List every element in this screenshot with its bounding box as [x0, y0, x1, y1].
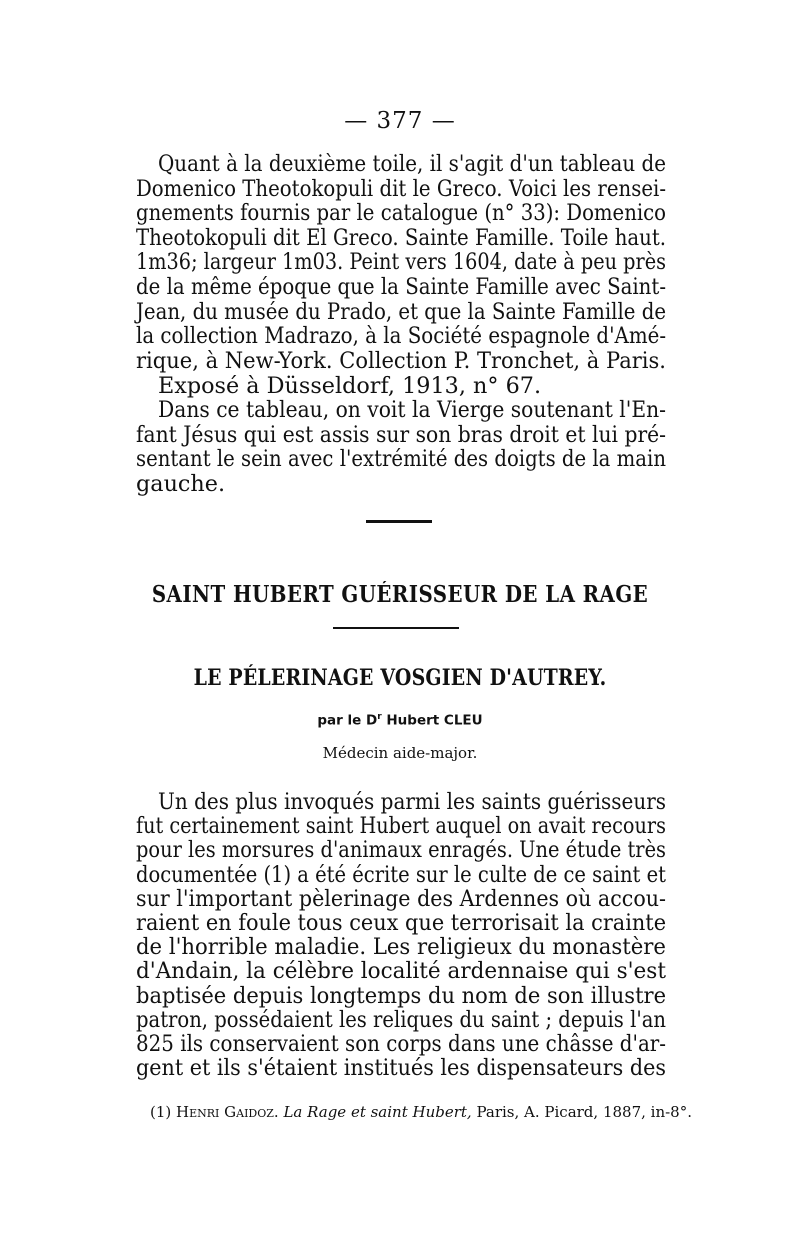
text-line: baptisée depuis longtemps du nom de son illustre — [136, 982, 667, 1009]
text-line: fut certainement saint Hubert auquel on avait recours — [136, 813, 666, 840]
paragraph-exhibition — [136, 374, 666, 399]
text-line: rique, à New-York. Collection P. Tronchet, à Paris. — [136, 347, 666, 374]
author-byline — [0, 712, 800, 729]
text-line: Exposé à Düsseldorf, 1913, n° 67. — [158, 373, 542, 399]
text-line: gauche. — [136, 470, 226, 497]
text-line: documentée (1) a été écrite sur le culte de ce saint et — [136, 861, 666, 888]
text-line: gent et ils s'étaient institués les dispensateurs des — [136, 1055, 666, 1082]
title-divider — [333, 627, 459, 629]
text-line: Dans ce tableau, on voit la Vierge soutenant l'En- — [158, 397, 666, 423]
text-line: Jean, du musée du Prado, et que la Sainte Famille de — [136, 298, 667, 325]
text-line: sentant le sein avec l'extrémité des doigts de la main — [136, 446, 666, 473]
text-line: Theotokopuli dit El Greco. Sainte Famille. Toile haut. — [136, 224, 667, 251]
text-line: Quant à la deuxième toile, il s'agit d'un tableau de — [158, 151, 667, 177]
article-title: SAINT HUBERT GUÉRISSEUR DE LA RAGE — [151, 581, 649, 608]
page-number: — 377 — — [344, 108, 456, 134]
text-line: raient en foule tous ceux que terrorisait la crainte — [136, 910, 667, 937]
section-divider — [366, 520, 432, 523]
text-line: gnements fournis par le catalogue (n° 33): Domenico — [136, 200, 667, 227]
text-line: d'Andain, la célèbre localité ardennaise qui s'est — [136, 958, 667, 985]
text-line: 1m36; largeur 1m03. Peint vers 1604, date à peu près — [136, 249, 667, 276]
footnote-author: Henri Gaidoz. — [176, 1103, 279, 1121]
footnote-title: La Rage et saint Hubert, — [278, 1103, 472, 1121]
byline-prefix: par le D — [317, 712, 378, 729]
text-line: fant Jésus qui est assis sur son bras droit et lui pré- — [136, 421, 667, 448]
paragraph-greco-painting — [136, 152, 666, 373]
text-line: pour les morsures d'animaux enragés. Une étude très — [136, 837, 667, 864]
paragraph-saint-hubert — [136, 790, 666, 1080]
byline-sup: r — [377, 712, 382, 722]
text-line: de l'horrible maladie. Les religieux du monastère — [136, 934, 666, 961]
text-line: patron, possédaient les reliques du saint ; depuis l'an — [136, 1006, 666, 1033]
footnote-number: (1) — [150, 1103, 177, 1121]
text-line: sur l'important pèlerinage des Ardennes où accou- — [136, 885, 666, 912]
text-line: la collection Madrazo, à la Société espagnole d'Amé- — [136, 323, 667, 350]
text-line: 825 ils conservaient son corps dans une châsse d'ar- — [136, 1031, 667, 1058]
article-subtitle: LE PÉLERINAGE VOSGIEN D'AUTREY. — [193, 665, 607, 691]
text-line: Domenico Theotokopuli dit le Greco. Voici les rensei- — [136, 175, 666, 202]
footnote — [150, 1103, 692, 1121]
text-line: de la même époque que la Sainte Famille avec Saint- — [136, 273, 666, 300]
footnote-publisher: Paris, A. Picard, 1887, in-8°. — [471, 1103, 692, 1121]
author-role: Médecin aide-major. — [322, 744, 478, 762]
author-name: Hubert CLEU — [381, 712, 483, 729]
paragraph-description — [136, 398, 666, 496]
text-line: Un des plus invoqués parmi les saints guérisseurs — [158, 789, 667, 815]
